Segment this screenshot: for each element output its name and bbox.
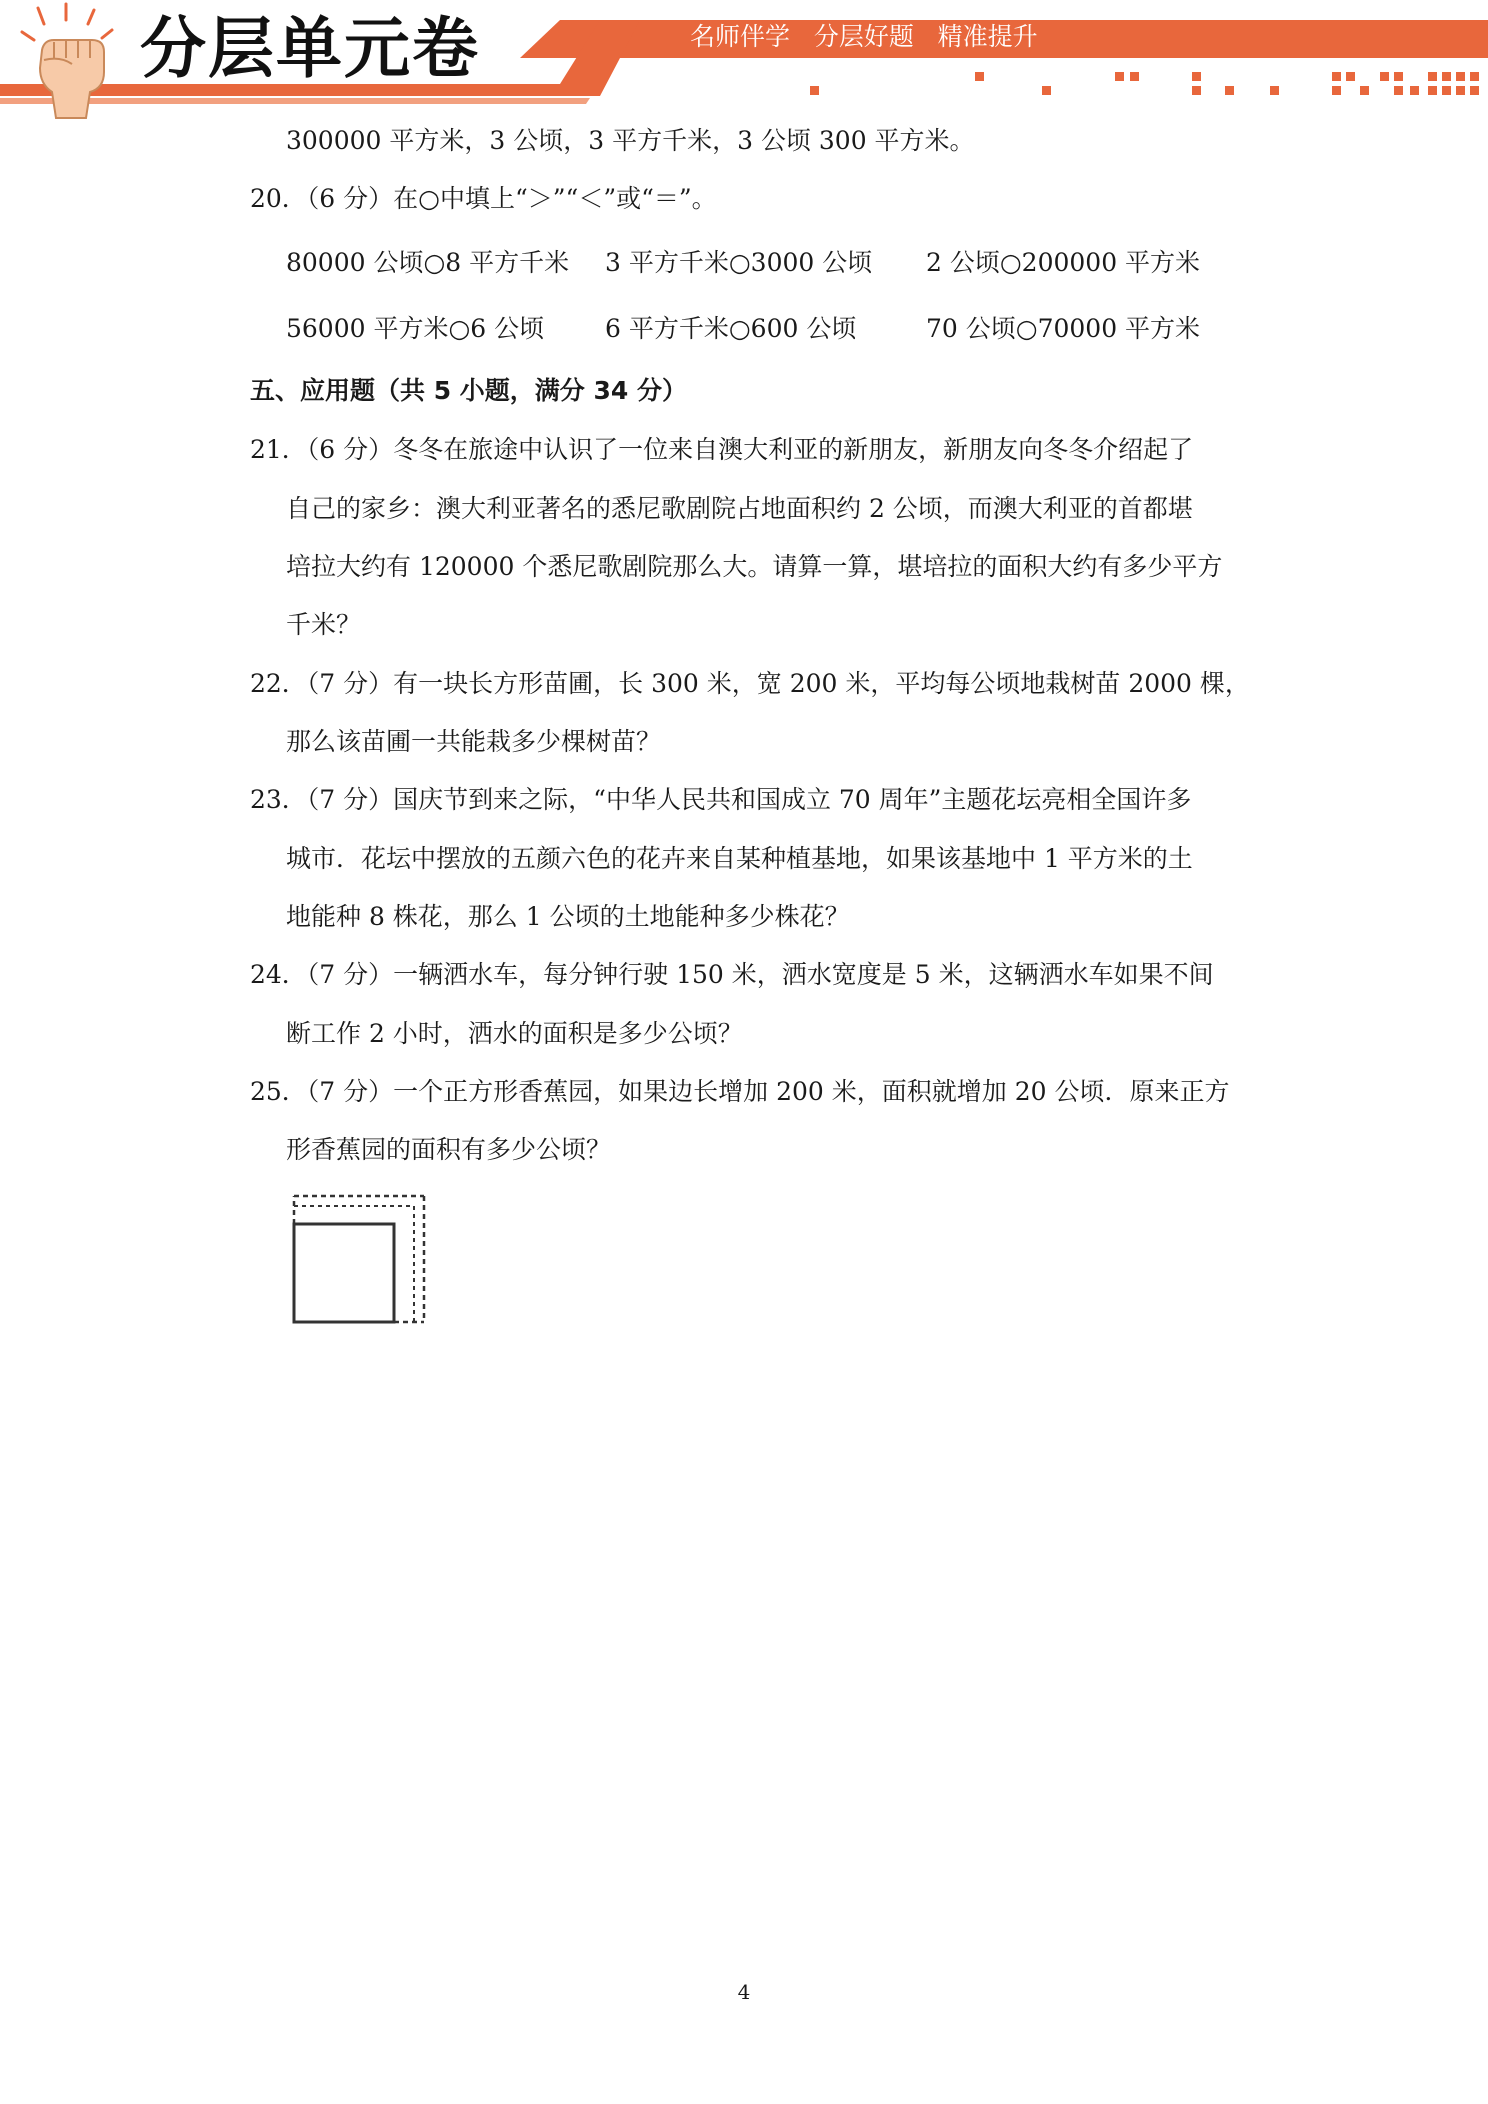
q20-item: 70 公顷○70000 平方米	[926, 314, 1201, 343]
q25-line: 25．（7 分）一个正方形香蕉园，如果边长增加 200 米，面积就增加 20 公顷．原来正方	[250, 1077, 1230, 1106]
q23-line: 城市．花坛中摆放的五颜六色的花卉来自某种植基地，如果该基地中 1 平方米的土	[286, 844, 1193, 873]
q24-line: 24．（7 分）一辆洒水车，每分钟行驶 150 米，洒水宽度是 5 米，这辆洒水车如果不间	[250, 960, 1214, 989]
q24-line: 断工作 2 小时，洒水的面积是多少公顷？	[286, 1019, 743, 1048]
q21-line: 21．（6 分）冬冬在旅途中认识了一位来自澳大利亚的新朋友，新朋友向冬冬介绍起了	[250, 435, 1194, 464]
q21-line: 千米？	[286, 610, 362, 639]
q20-stem: 20．（6 分）在○中填上“＞”“＜”或“＝”。	[250, 184, 717, 213]
continuation-line: 300000 平方米，3 公顷，3 平方千米，3 公顷 300 平方米。	[286, 126, 975, 155]
section-heading: 五、应用题（共 5 小题，满分 34 分）	[250, 376, 688, 405]
decorative-dots	[810, 72, 1479, 95]
fist-icon	[8, 2, 128, 120]
q22-line: 那么该苗圃一共能栽多少棵树苗？	[286, 727, 662, 756]
q21-line: 培拉大约有 120000 个悉尼歌剧院那么大。请算一算，堪培拉的面积大约有多少平方	[286, 552, 1223, 581]
brand-title: 分层单元卷	[140, 10, 480, 87]
q20-item: 3 平方千米○3000 公顷	[605, 248, 873, 277]
page-number: 4	[737, 1980, 751, 2004]
q20-item: 6 平方千米○600 公顷	[605, 314, 857, 343]
q22-line: 22．（7 分）有一块长方形苗圃，长 300 米，宽 200 米，平均每公顷地栽树苗 2000 棵，	[250, 669, 1250, 698]
header-slogan: 名师伴学 分层好题 精准提升	[690, 22, 1038, 51]
q23-line: 23．（7 分）国庆节到来之际，“中华人民共和国成立 70 周年”主题花坛亮相全国许多	[250, 785, 1192, 814]
q21-line: 自己的家乡：澳大利亚著名的悉尼歌剧院占地面积约 2 公顷，而澳大利亚的首都堪	[286, 494, 1193, 523]
q20-item: 56000 平方米○6 公顷	[286, 314, 545, 343]
q25-line: 形香蕉园的面积有多少公顷？	[286, 1135, 612, 1164]
page-header	[0, 0, 1488, 120]
q23-line: 地能种 8 株花，那么 1 公顷的土地能种多少株花？	[286, 902, 850, 931]
banana-garden-diagram	[290, 1188, 430, 1328]
q20-item: 80000 公顷○8 平方千米	[286, 248, 570, 277]
q20-item: 2 公顷○200000 平方米	[926, 248, 1201, 277]
